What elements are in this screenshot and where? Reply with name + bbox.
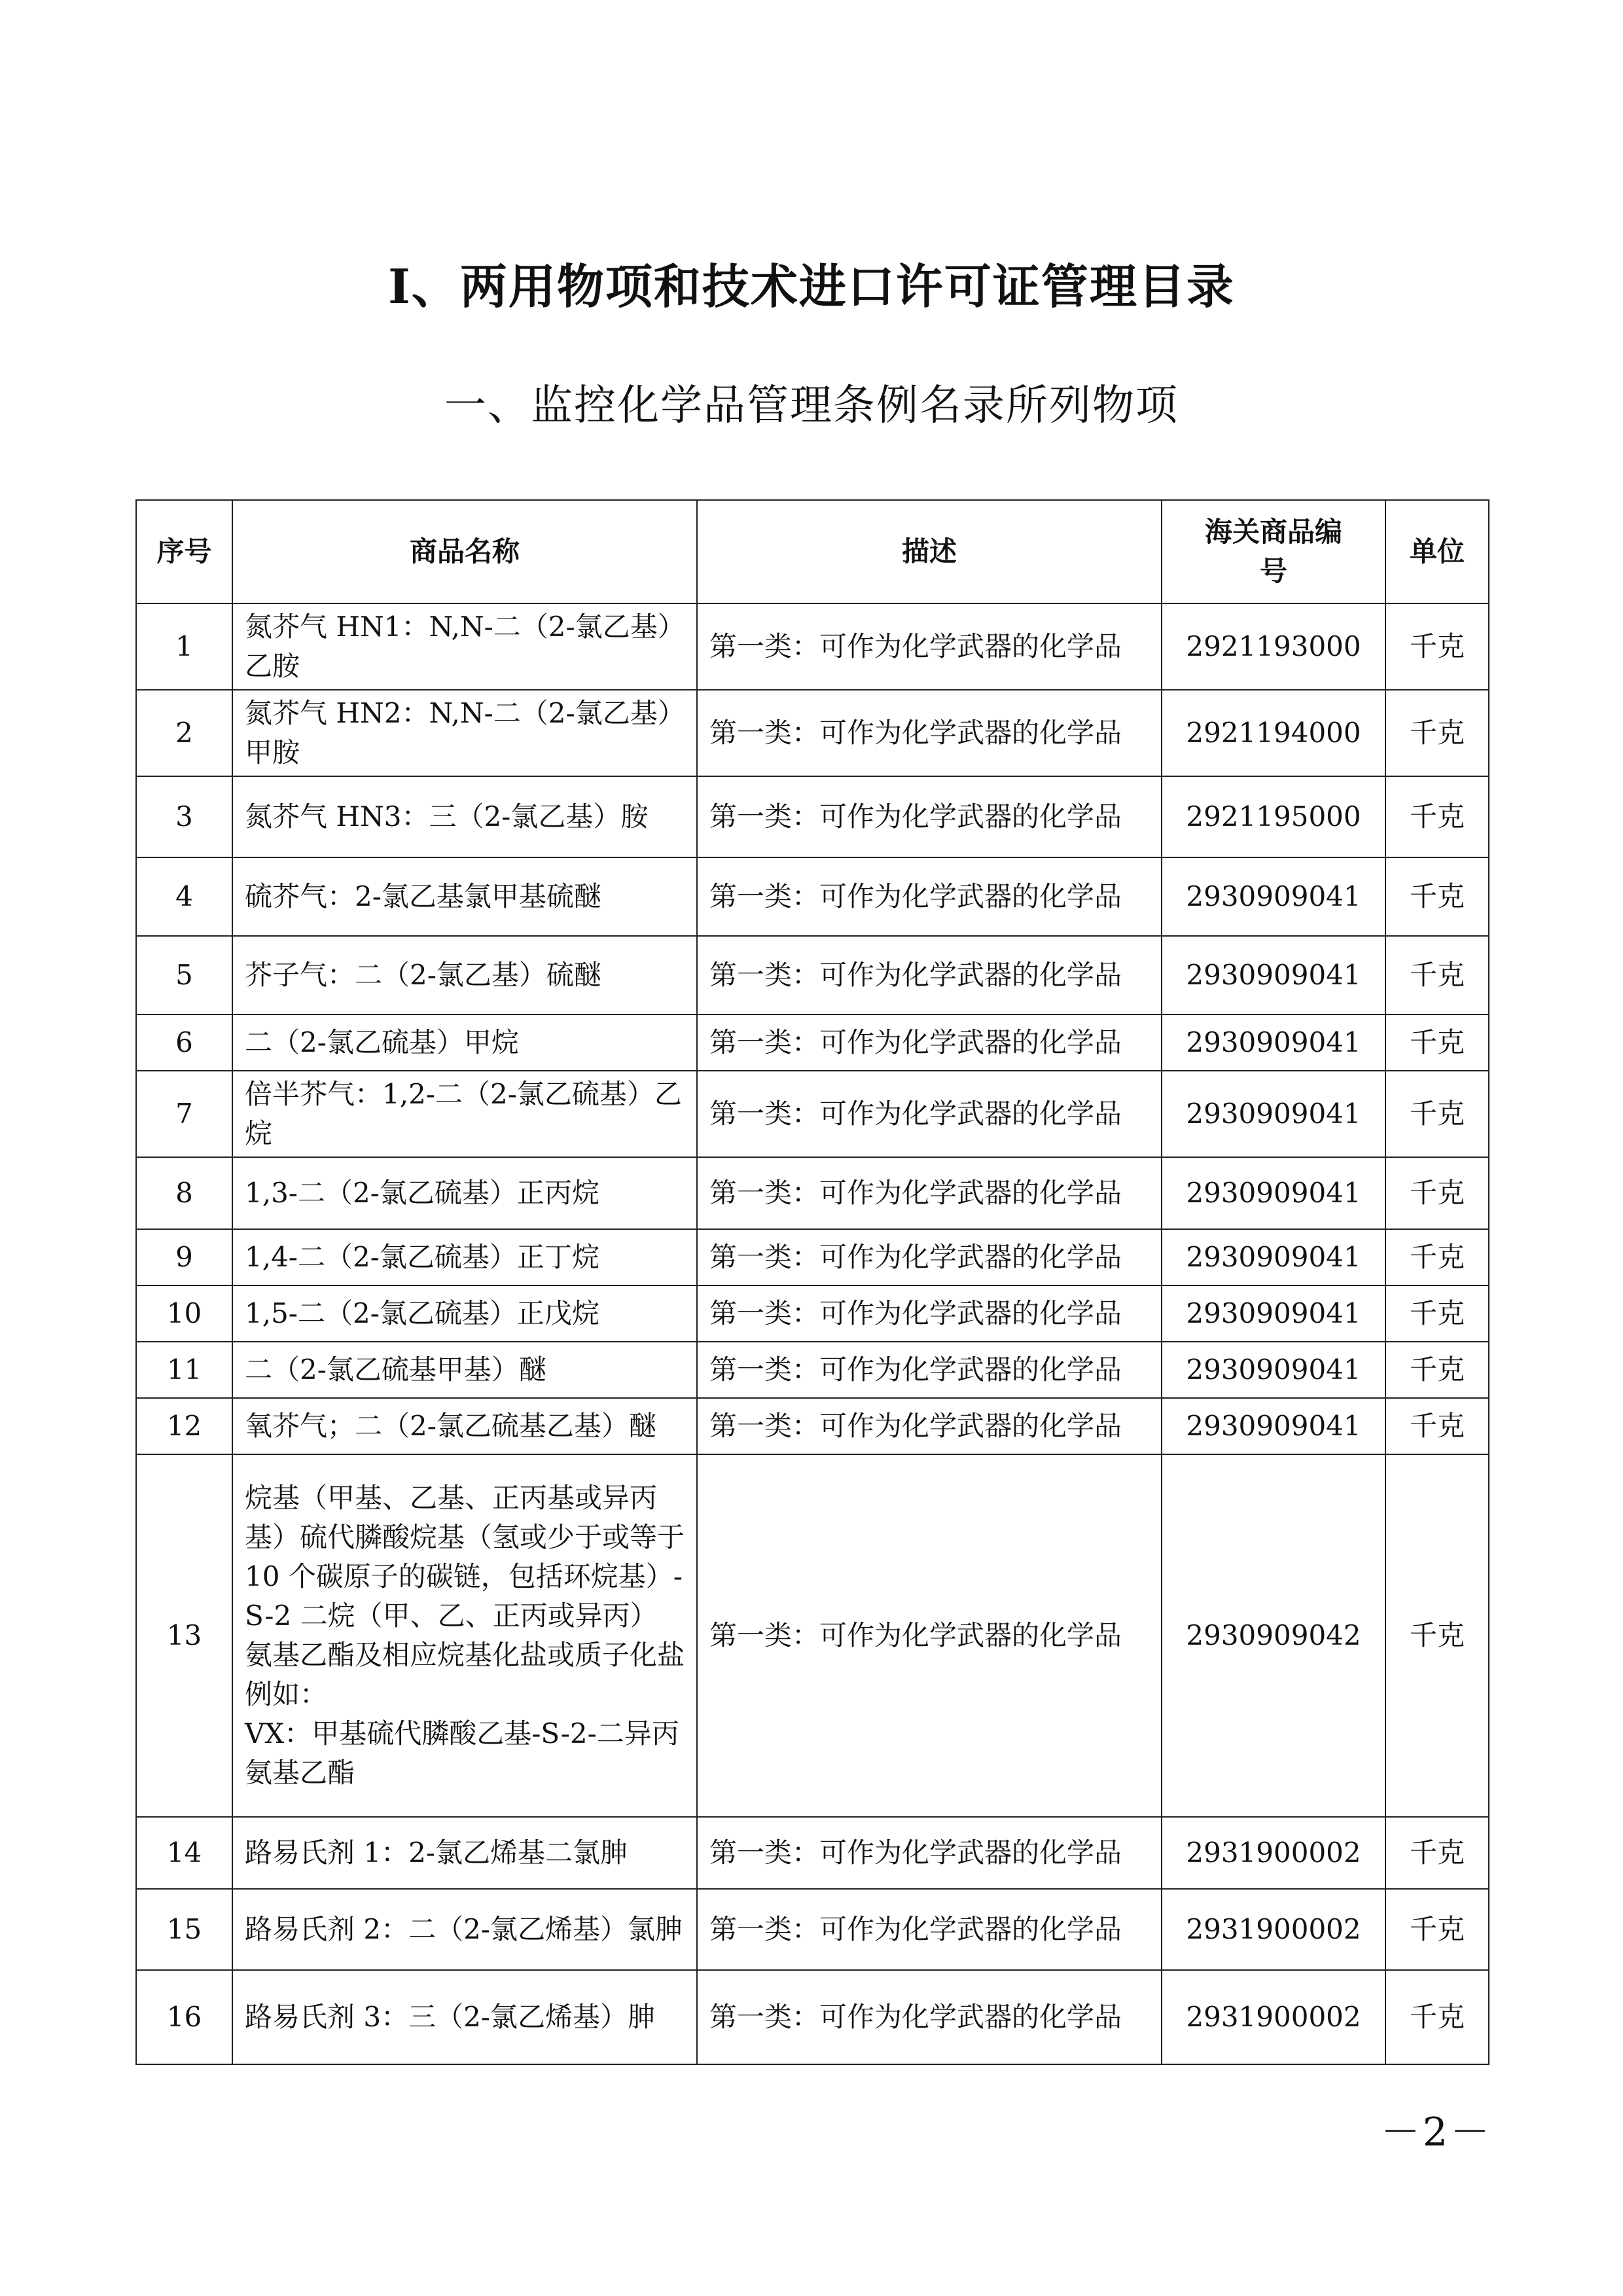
commodity-description: 第一类：可作为化学武器的化学品 [697, 1454, 1162, 1817]
commodity-description: 第一类：可作为化学武器的化学品 [697, 1285, 1162, 1342]
commodity-description: 第一类：可作为化学武器的化学品 [697, 936, 1162, 1014]
commodity-name: 路易氏剂 2：二（2-氯乙烯基）氯胂 [232, 1889, 697, 1970]
commodity-name: 二（2-氯乙硫基甲基）醚 [232, 1342, 697, 1398]
table-row [136, 1014, 1489, 1071]
commodity-description: 第一类：可作为化学武器的化学品 [697, 1071, 1162, 1157]
commodity-description: 第一类：可作为化学武器的化学品 [697, 1014, 1162, 1071]
row-number: 16 [136, 1970, 232, 2064]
section-title: 一、监控化学品管理条例名录所列物项 [444, 382, 1179, 430]
row-number: 8 [136, 1157, 232, 1229]
commodity-description: 第一类：可作为化学武器的化学品 [697, 776, 1162, 857]
customs-code: 2931900002 [1162, 1817, 1385, 1889]
commodity-name: 氮芥气 HN3：三（2-氯乙基）胺 [232, 776, 697, 857]
table-row [136, 1229, 1489, 1285]
table-row [136, 603, 1489, 690]
unit: 千克 [1385, 1454, 1489, 1817]
table-row [136, 1285, 1489, 1342]
commodity-description: 第一类：可作为化学武器的化学品 [697, 1342, 1162, 1398]
header-code: 海关商品编号 [1162, 500, 1385, 603]
row-number: 9 [136, 1229, 232, 1285]
unit: 千克 [1385, 1970, 1489, 2064]
commodity-description: 第一类：可作为化学武器的化学品 [697, 690, 1162, 776]
unit: 千克 [1385, 1014, 1489, 1071]
unit: 千克 [1385, 603, 1489, 690]
unit: 千克 [1385, 1285, 1489, 1342]
commodity-name: 烷基（甲基、乙基、正丙基或异丙基）硫代膦酸烷基（氢或少于或等于 10 个碳原子的碳链，包括环烷基）-S-2 二烷（甲、乙、正丙或异丙）氨基乙酯及相应烷基化盐或质子化盐 例如： VX：甲基硫代膦酸乙基-S-2-二异丙氨基乙酯 [232, 1454, 697, 1817]
customs-code: 2930909041 [1162, 1157, 1385, 1229]
customs-code: 2930909041 [1162, 1342, 1385, 1398]
customs-code: 2931900002 [1162, 1889, 1385, 1970]
table-row [136, 1157, 1489, 1229]
header-no: 序号 [136, 500, 232, 603]
unit: 千克 [1385, 1398, 1489, 1454]
unit: 千克 [1385, 1342, 1489, 1398]
row-number: 13 [136, 1454, 232, 1817]
customs-code: 2930909041 [1162, 1014, 1385, 1071]
catalog-table [135, 499, 1489, 2065]
header-description: 描述 [697, 500, 1162, 603]
row-number: 15 [136, 1889, 232, 1970]
commodity-name: 硫芥气：2-氯乙基氯甲基硫醚 [232, 857, 697, 936]
commodity-description: 第一类：可作为化学武器的化学品 [697, 603, 1162, 690]
commodity-description: 第一类：可作为化学武器的化学品 [697, 1229, 1162, 1285]
commodity-name: 氮芥气 HN2：N,N-二（2-氯乙基）甲胺 [232, 690, 697, 776]
commodity-description: 第一类：可作为化学武器的化学品 [697, 1970, 1162, 2064]
customs-code: 2930909041 [1162, 1229, 1385, 1285]
unit: 千克 [1385, 690, 1489, 776]
commodity-name: 1,4-二（2-氯乙硫基）正丁烷 [232, 1229, 697, 1285]
unit: 千克 [1385, 857, 1489, 936]
table-row [136, 1342, 1489, 1398]
unit: 千克 [1385, 1229, 1489, 1285]
commodity-name: 氮芥气 HN1：N,N-二（2-氯乙基）乙胺 [232, 603, 697, 690]
table-row [136, 857, 1489, 936]
customs-code: 2930909041 [1162, 936, 1385, 1014]
row-number: 12 [136, 1398, 232, 1454]
table-row [136, 776, 1489, 857]
customs-code: 2930909041 [1162, 1285, 1385, 1342]
unit: 千克 [1385, 1889, 1489, 1970]
row-number: 11 [136, 1342, 232, 1398]
row-number: 2 [136, 690, 232, 776]
customs-code: 2921193000 [1162, 603, 1385, 690]
row-number: 6 [136, 1014, 232, 1071]
header-name: 商品名称 [232, 500, 697, 603]
table-row [136, 690, 1489, 776]
row-number: 7 [136, 1071, 232, 1157]
unit: 千克 [1385, 1157, 1489, 1229]
customs-code: 2930909041 [1162, 1071, 1385, 1157]
commodity-description: 第一类：可作为化学武器的化学品 [697, 1889, 1162, 1970]
table-row [136, 936, 1489, 1014]
table-row [136, 1454, 1489, 1817]
row-number: 3 [136, 776, 232, 857]
unit: 千克 [1385, 936, 1489, 1014]
row-number: 1 [136, 603, 232, 690]
table-row [136, 1817, 1489, 1889]
unit: 千克 [1385, 1071, 1489, 1157]
table-row [136, 1071, 1489, 1157]
commodity-name: 1,5-二（2-氯乙硫基）正戊烷 [232, 1285, 697, 1342]
table-row [136, 1889, 1489, 1970]
customs-code: 2931900002 [1162, 1970, 1385, 2064]
commodity-description: 第一类：可作为化学武器的化学品 [697, 1398, 1162, 1454]
row-number: 4 [136, 857, 232, 936]
row-number: 5 [136, 936, 232, 1014]
customs-code: 2930909042 [1162, 1454, 1385, 1817]
customs-code: 2930909041 [1162, 1398, 1385, 1454]
table-body [136, 603, 1489, 2064]
commodity-name: 二（2-氯乙硫基）甲烷 [232, 1014, 697, 1071]
table-row [136, 1970, 1489, 2064]
commodity-description: 第一类：可作为化学武器的化学品 [697, 1157, 1162, 1229]
commodity-description: 第一类：可作为化学武器的化学品 [697, 1817, 1162, 1889]
commodity-name: 芥子气：二（2-氯乙基）硫醚 [232, 936, 697, 1014]
document-title: I、两用物项和技术进口许可证管理目录 [388, 259, 1235, 314]
page-number: －2－ [1380, 2109, 1492, 2155]
commodity-description: 第一类：可作为化学武器的化学品 [697, 857, 1162, 936]
row-number: 14 [136, 1817, 232, 1889]
commodity-name: 倍半芥气：1,2-二（2-氯乙硫基）乙烷 [232, 1071, 697, 1157]
customs-code: 2930909041 [1162, 857, 1385, 936]
customs-code: 2921194000 [1162, 690, 1385, 776]
header-unit: 单位 [1385, 500, 1489, 603]
unit: 千克 [1385, 776, 1489, 857]
table-row [136, 1398, 1489, 1454]
commodity-name: 1,3-二（2-氯乙硫基）正丙烷 [232, 1157, 697, 1229]
commodity-name: 路易氏剂 1：2-氯乙烯基二氯胂 [232, 1817, 697, 1889]
unit: 千克 [1385, 1817, 1489, 1889]
customs-code: 2921195000 [1162, 776, 1385, 857]
commodity-name: 路易氏剂 3：三（2-氯乙烯基）胂 [232, 1970, 697, 2064]
row-number: 10 [136, 1285, 232, 1342]
table-header-row [136, 500, 1489, 603]
commodity-name: 氧芥气；二（2-氯乙硫基乙基）醚 [232, 1398, 697, 1454]
